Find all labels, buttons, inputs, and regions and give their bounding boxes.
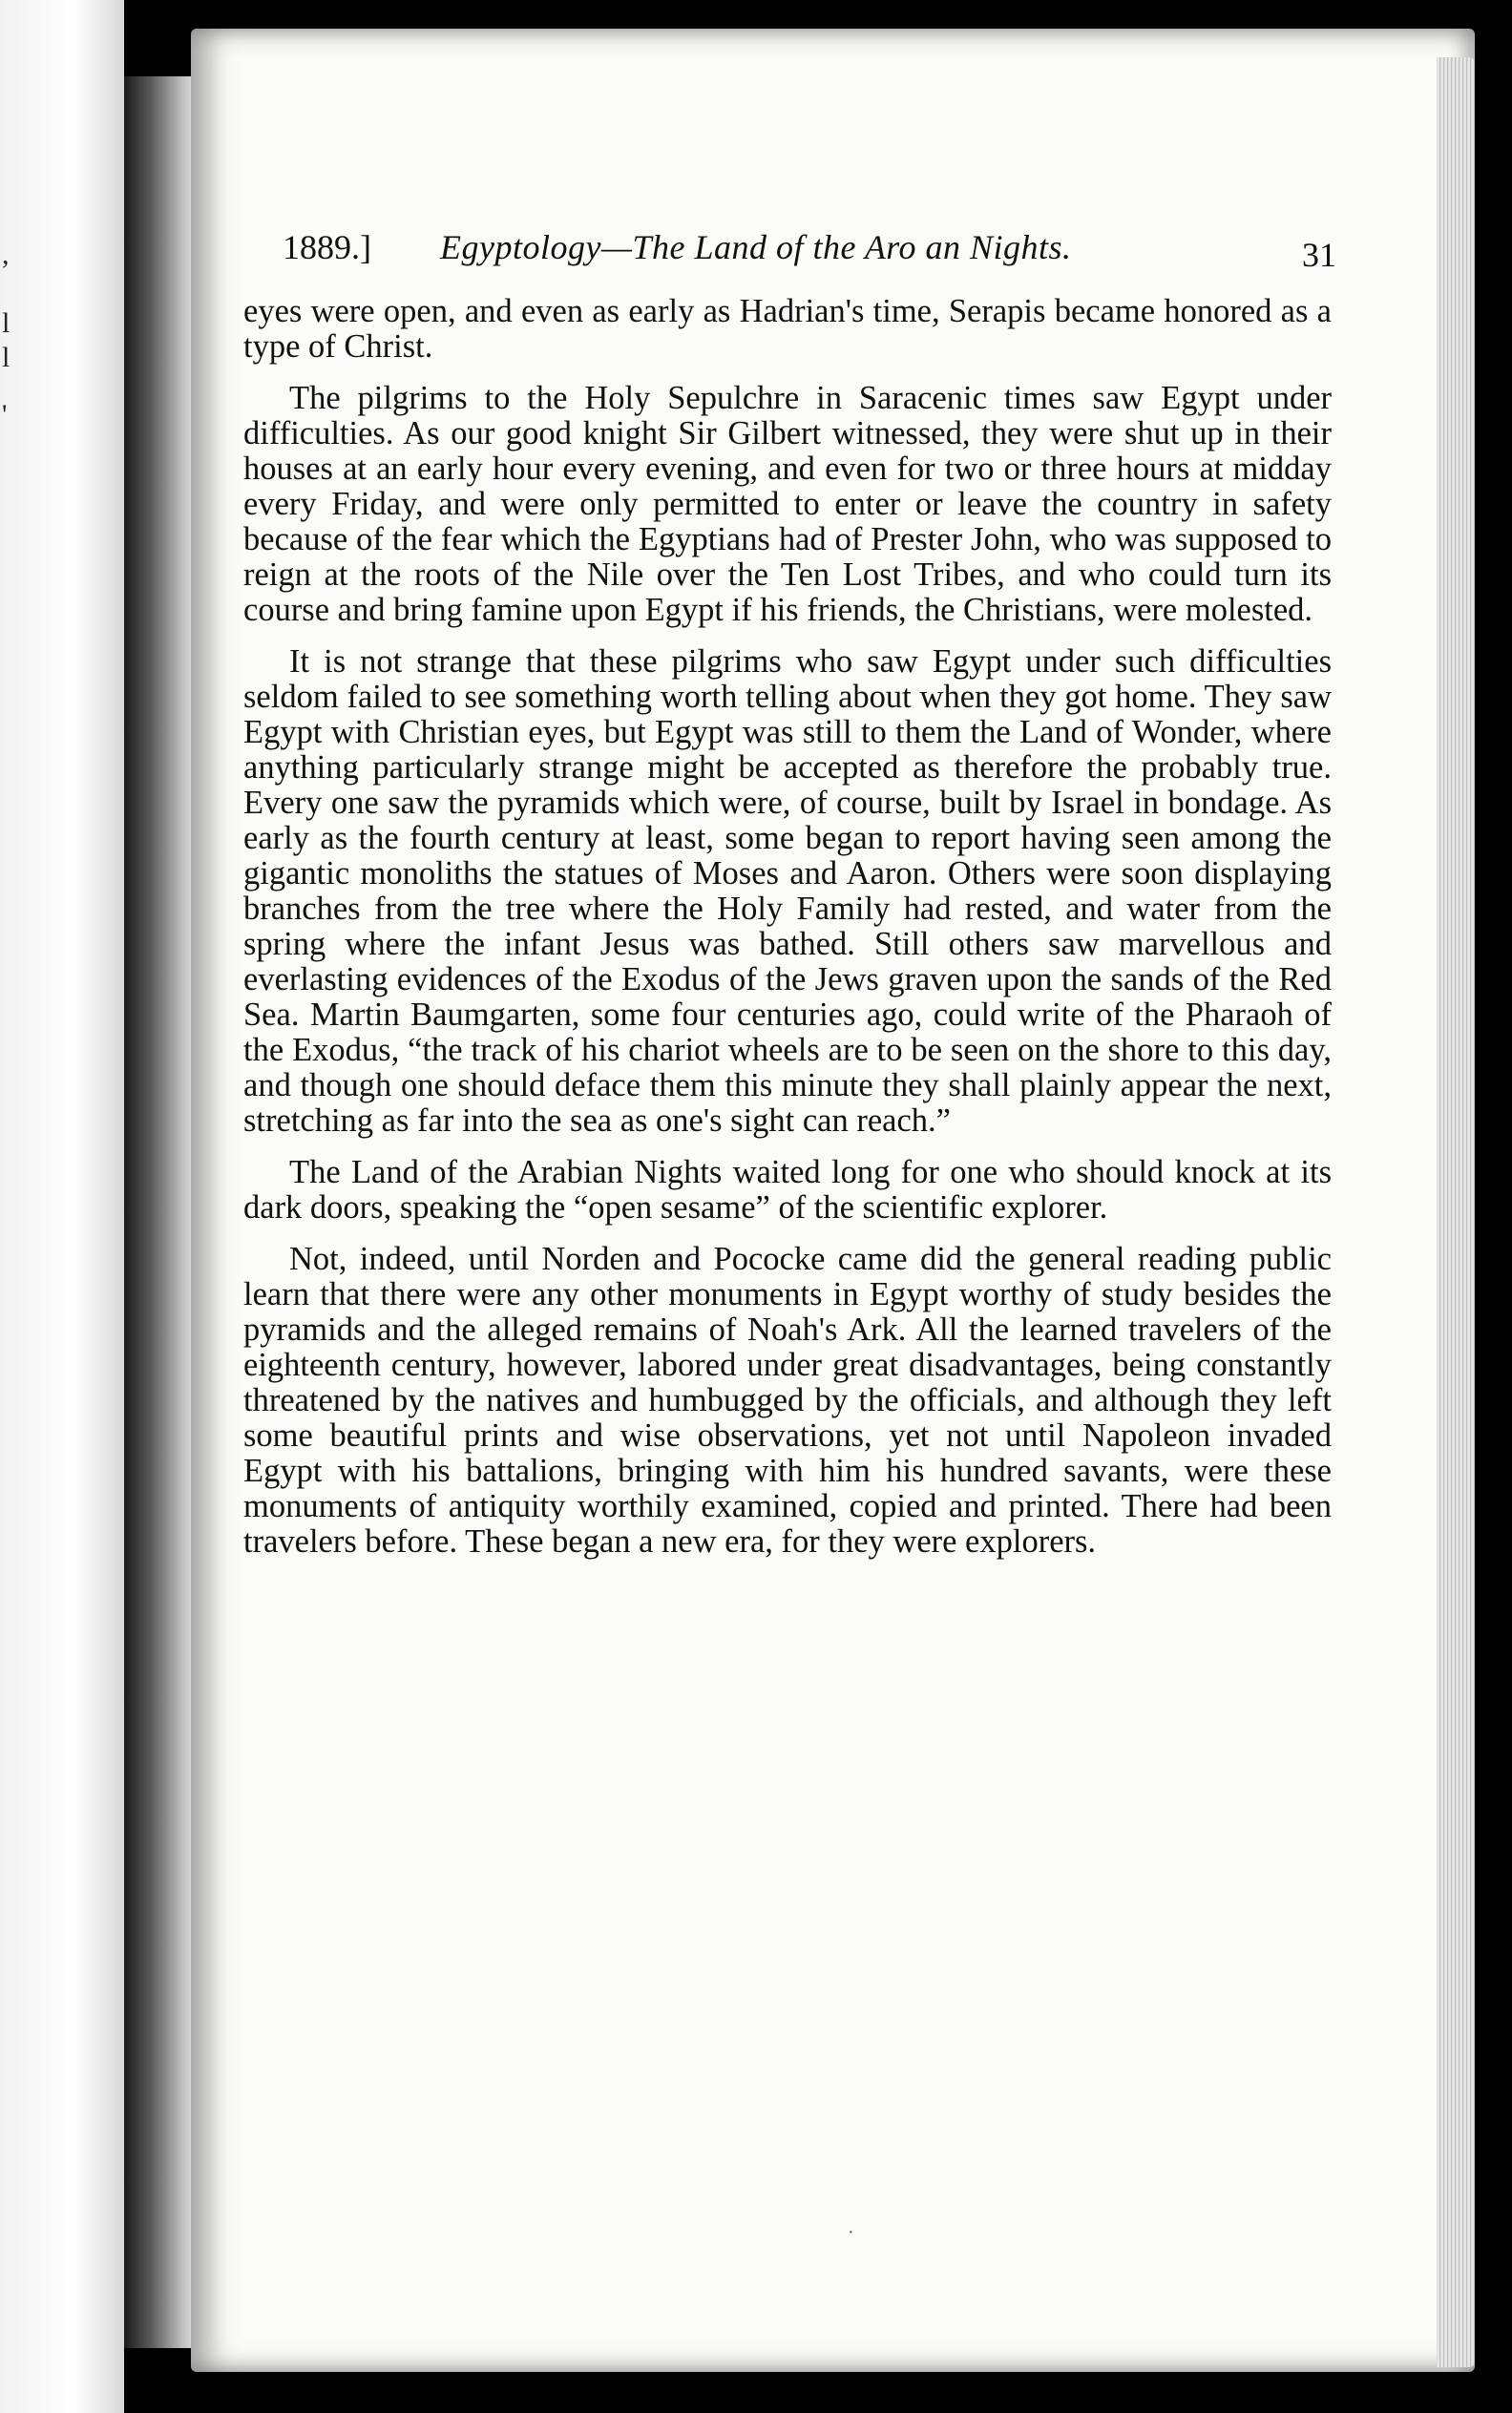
page-stack-edge — [1437, 57, 1475, 2367]
header-running-title: Egyptology—The Land of the Aro an Nights. — [440, 228, 1072, 266]
facing-mark: l — [2, 307, 10, 339]
scan-speck: · — [848, 2222, 854, 2243]
binding-gutter — [124, 76, 200, 2348]
page-number: 31 — [1302, 236, 1336, 274]
header-year: 1889.] — [283, 228, 371, 266]
running-header — [283, 227, 1336, 275]
page-body — [243, 294, 1332, 1576]
facing-mark: ' — [2, 399, 8, 430]
paragraph: The Land of the Arabian Nights waited long for one who should knock at its dark doors, speaking the “open sesame” of the scientific explorer. — [243, 1154, 1332, 1226]
paragraph: Not, indeed, until Norden and Pococke came did the general reading public learn that there were any other monuments in Egypt worthy of study besides the pyramids and the alleged remains of Noah's Ark. All the learned travelers of the eighteenth century, however, labored under great disadvantages, being constantly threatened by the natives and humbugged by the officials, and although they left some beautiful prints and wise observations, yet not until Napoleon invaded Egypt with his battalions, bringing with him his hundred savants, were these monuments of antiquity worthily examined, copied and printed. There had been travelers before. These began a new era, for they were explorers. — [243, 1241, 1332, 1560]
paragraph: It is not strange that these pilgrims who saw Egypt under such difficulties seldom failed to see something worth telling about when they got home. They saw Egypt with Christian eyes, but Egypt was still to them the Land of Wonder, where anything particularly strange might be accepted as therefore the probably true. Every one saw the pyramids which were, of course, built by Israel in bondage. As early as the fourth century at least, some began to report having seen among the gigantic monoliths the statues of Moses and Aaron. Others were soon displaying branches from the tree where the Holy Family had rested, and water from the spring where the infant Jesus was bathed. Still others saw marvellous and everlasting evidences of the Exodus of the Jews graven upon the sands of the Red Sea. Martin Baumgarten, some four centuries ago, could write of the Pharaoh of the Exodus, “the track of his chariot wheels are to be seen on the shore to this day, and though one should deface them this minute they shall plainly appear the next, stretching as far into the sea as one's sight can reach.” — [243, 643, 1332, 1139]
paragraph: eyes were open, and even as early as Hadrian's time, Serapis became honored as a type of Christ. — [243, 293, 1332, 365]
facing-mark: l — [2, 342, 10, 373]
facing-mark: , — [2, 239, 10, 270]
paragraph: The pilgrims to the Holy Sepulchre in Saracenic times saw Egypt under difficulties. As our good knight Sir Gilbert witnessed, they were shut up in their houses at an early hour every evening, and even for two or three hours at midday every Friday, and were only permitted to enter or leave the country in safety because of the fear which the Egyptians had of Prester John, who was supposed to reign at the roots of the Nile over the Ten Lost Tribes, and who could turn its course and bring famine upon Egypt if his friends, the Christians, were molested. — [243, 380, 1332, 628]
facing-page-edge — [0, 0, 124, 2413]
